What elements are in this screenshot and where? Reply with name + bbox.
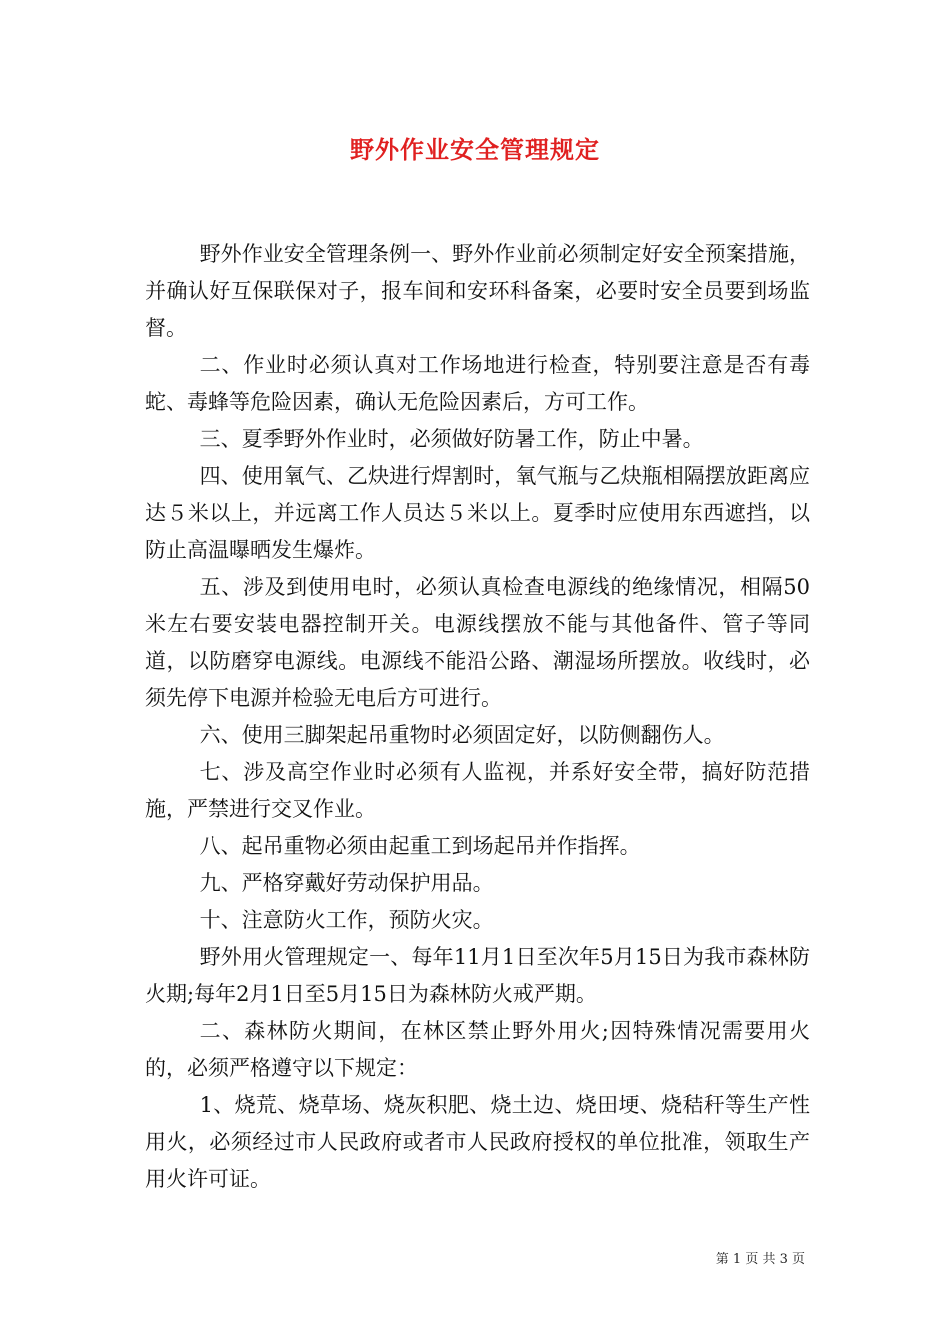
paragraph: 二、森林防火期间，在林区禁止野外用火;因特殊情况需要用火的，必须严格遵守以下规定： bbox=[145, 1019, 810, 1080]
paragraph: 七、涉及高空作业时必须有人监视，并系好安全带，搞好防范措施，严禁进行交叉作业。 bbox=[145, 760, 810, 821]
document-title: 野外作业安全管理规定 bbox=[350, 135, 600, 164]
paragraph: 十、注意防火工作，预防火灾。 bbox=[199, 908, 494, 932]
paragraph: 九、严格穿戴好劳动保护用品。 bbox=[199, 871, 494, 895]
paragraph: 野外用火管理规定一、每年11月1日至次年5月15日为我市森林防火期;每年2月1日至5月15日为森林防火戒严期。 bbox=[145, 945, 810, 1006]
paragraph: 野外作业安全管理条例一、野外作业前必须制定好安全预案措施，并确认好互保联保对子，报车间和安环科备案，必要时安全员要到场监督。 bbox=[145, 242, 810, 340]
paragraph: 二、作业时必须认真对工作场地进行检查，特别要注意是否有毒蛇、毒蜂等危险因素，确认无危险因素后，方可工作。 bbox=[145, 353, 810, 414]
page-number: 第 1 页 共 3 页 bbox=[715, 1252, 805, 1267]
paragraph: 六、使用三脚架起吊重物时必须固定好，以防侧翻伤人。 bbox=[199, 723, 725, 747]
paragraph: 八、起吊重物必须由起重工到场起吊并作指挥。 bbox=[199, 834, 641, 858]
paragraph: 五、涉及到使用电时，必须认真检查电源线的绝缘情况，相隔50米左右要安装电器控制开关。电源线摆放不能与其他备件、管子等同道，以防磨穿电源线。电源线不能沿公路、潮湿场所摆放。收线时，必须先停下电源并检验无电后方可进行。 bbox=[145, 575, 810, 710]
document-body bbox=[145, 236, 810, 1198]
paragraph: 三、夏季野外作业时，必须做好防暑工作，防止中暑。 bbox=[199, 427, 704, 451]
page-footer bbox=[716, 1248, 805, 1267]
paragraph: 1、烧荒、烧草场、烧灰积肥、烧土边、烧田埂、烧秸秆等生产性用火，必须经过市人民政府或者市人民政府授权的单位批准，领取生产用火许可证。 bbox=[145, 1093, 810, 1191]
paragraph: 四、使用氧气、乙炔进行焊割时，氧气瓶与乙炔瓶相隔摆放距离应达５米以上，并远离工作人员达５米以上。夏季时应使用东西遮挡，以防止高温曝晒发生爆炸。 bbox=[145, 464, 810, 562]
